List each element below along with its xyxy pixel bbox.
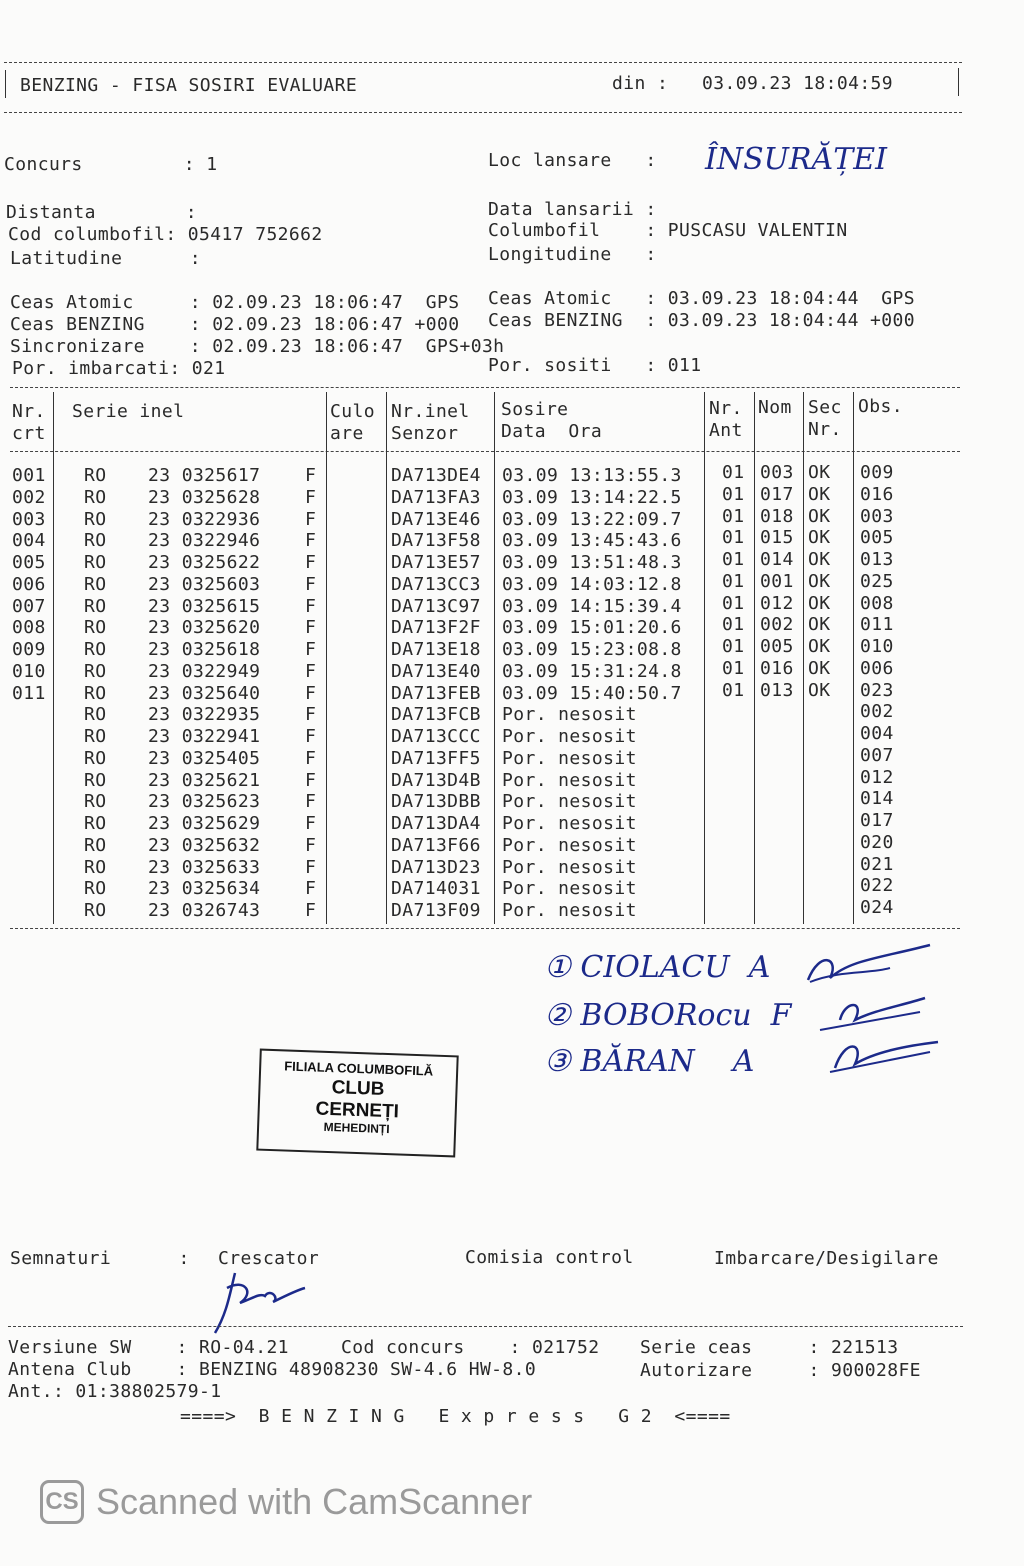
cell-sex: F	[305, 856, 317, 878]
cell-obs: 020	[860, 831, 894, 853]
cell-sosire: Por. nesosit	[502, 791, 637, 813]
cell-serie: 23 0326743	[148, 900, 261, 921]
cell-nr: 001	[12, 465, 46, 486]
camscanner-watermark	[40, 1480, 532, 1524]
cell-tara: RO	[84, 552, 107, 573]
cell-tara: RO	[84, 573, 107, 595]
header-obs: Obs.	[858, 396, 903, 417]
cell-senzor: DA713F66	[391, 834, 481, 856]
cell-sosire: 03.09 13:22:09.7	[502, 508, 682, 530]
cell-obs: 007	[860, 744, 894, 766]
cell-senzor: DA713CC3	[391, 573, 481, 595]
cell-tara: RO	[84, 791, 107, 813]
cell-nr: 002	[12, 486, 46, 508]
cell-tara: RO	[84, 486, 107, 508]
cell-sosire: Por. nesosit	[502, 704, 637, 726]
cell-nom: 016	[760, 657, 794, 679]
table-top-rule	[10, 387, 960, 388]
club-stamp	[256, 1049, 458, 1158]
cell-senzor: DA713E46	[391, 508, 481, 530]
cell-sex: F	[305, 769, 317, 791]
cell-obs: 005	[860, 527, 894, 549]
cell-sex: F	[305, 900, 317, 921]
cell-nr: 010	[12, 660, 46, 682]
cell-senzor: DA713E57	[391, 552, 481, 573]
cell-senzor: DA713CCC	[391, 726, 481, 747]
semnaturi-label: Semnaturi :	[10, 1248, 190, 1269]
cell-tara: RO	[84, 530, 107, 552]
cell-sosire: 03.09 13:14:22.5	[502, 486, 682, 508]
handwritten-line-1: ① CIOLACU A	[544, 950, 771, 985]
cell-sex: F	[305, 508, 317, 530]
cell-nr: 008	[12, 617, 46, 639]
cell-nr: 007	[12, 595, 46, 617]
cell-tara: RO	[84, 660, 107, 682]
cell-serie: 23 0325629	[148, 813, 261, 834]
versiune-sw-field: Versiune SW : RO-04.21	[8, 1337, 289, 1358]
cell-senzor: DA713D4B	[391, 769, 481, 791]
cell-nr: 009	[12, 639, 46, 660]
footer-rule	[8, 1326, 963, 1327]
header-sosire-top: Sosire	[501, 399, 569, 420]
cell-nom: 012	[760, 592, 794, 614]
cell-tara: RO	[84, 508, 107, 530]
cell-nom: 014	[760, 549, 794, 570]
cell-obs: 010	[860, 636, 894, 657]
cell-sex: F	[305, 617, 317, 639]
ceas-benzing-start: Ceas BENZING : 02.09.23 18:06:47 +000	[10, 314, 460, 335]
cell-senzor: DA713FEB	[391, 682, 481, 704]
cell-nr: 003	[12, 508, 46, 530]
cod-concurs-field: Cod concurs : 021752	[341, 1337, 600, 1358]
cell-serie: 23 0325405	[148, 747, 261, 769]
cell-obs: 003	[860, 505, 894, 527]
cell-serie: 23 0322936	[148, 508, 261, 530]
col-sep-2	[326, 392, 327, 924]
cell-serie: 23 0325622	[148, 552, 261, 573]
data-lansarii-field: Data lansarii :	[488, 199, 657, 220]
cell-senzor: DA713F58	[391, 530, 481, 552]
loc-lansare-label: Loc lansare :	[488, 150, 657, 171]
cell-senzor: DA713FCB	[391, 704, 481, 726]
table-bottom-rule	[10, 928, 960, 929]
cell-sex: F	[305, 486, 317, 508]
cell-sosire: Por. nesosit	[502, 834, 637, 856]
cell-sex: F	[305, 552, 317, 573]
cell-nr: 004	[12, 530, 46, 552]
cell-nr: 005	[12, 552, 46, 573]
cell-sex: F	[305, 595, 317, 617]
cell-obs: 022	[860, 875, 894, 897]
benzing-brand-line: ====> B E N Z I N G E x p r e s s G 2 <====	[180, 1406, 731, 1427]
cell-tara: RO	[84, 856, 107, 878]
cell-ant: 01	[722, 679, 745, 701]
cell-nom: 003	[760, 462, 794, 483]
header-ant-bottom: Ant	[709, 420, 743, 441]
table-header-rule	[10, 451, 960, 452]
cell-sec: OK	[808, 657, 831, 679]
cell-sec: OK	[808, 636, 831, 657]
cell-sex: F	[305, 639, 317, 660]
cell-ant: 01	[722, 614, 745, 636]
cell-senzor: DA713D23	[391, 856, 481, 878]
header-serie: Serie inel	[72, 401, 185, 422]
cell-obs: 016	[860, 483, 894, 505]
cell-nom: 017	[760, 483, 794, 505]
cell-obs: 012	[860, 766, 894, 788]
cell-nom: 013	[760, 679, 794, 701]
header-bottom-rule	[4, 112, 962, 113]
cell-sec: OK	[808, 505, 831, 527]
header-left-border	[5, 70, 6, 98]
header-din-label: din :	[612, 73, 669, 94]
cell-sosire: 03.09 15:31:24.8	[502, 660, 682, 682]
cell-nom: 005	[760, 636, 794, 657]
cell-senzor: DA713FF5	[391, 747, 481, 769]
cell-sosire: Por. nesosit	[502, 813, 637, 834]
cell-senzor: DA713F2F	[391, 617, 481, 639]
distanta-field: Distanta :	[6, 202, 198, 223]
cell-senzor: DA713C97	[391, 595, 481, 617]
cell-sex: F	[305, 726, 317, 747]
stamp-line-2: CLUB	[331, 1077, 385, 1100]
cell-sosire: Por. nesosit	[502, 878, 637, 900]
concurs-field: Concurs : 1	[4, 154, 218, 175]
loc-lansare-value: ÎNSURĂȚEI	[705, 142, 887, 177]
cell-sec: OK	[808, 679, 831, 701]
autorizare-field: Autorizare : 900028FE	[640, 1360, 921, 1381]
cell-sosire: 03.09 14:03:12.8	[502, 573, 682, 595]
cell-sosire: 03.09 13:51:48.3	[502, 552, 682, 573]
header-sosire-bottom: Data Ora	[501, 421, 603, 442]
cell-sex: F	[305, 834, 317, 856]
cell-serie: 23 0325603	[148, 573, 261, 595]
cell-tara: RO	[84, 465, 107, 486]
cell-serie: 23 0325620	[148, 617, 261, 639]
header-inel-top: Nr.inel	[391, 401, 470, 422]
cell-serie: 23 0322949	[148, 660, 261, 682]
ceas-benzing-end: Ceas BENZING : 03.09.23 18:04:44 +000	[488, 310, 916, 331]
sincronizare-field: Sincronizare : 02.09.23 18:06:47 GPS+03h	[10, 336, 505, 357]
cell-tara: RO	[84, 834, 107, 856]
cell-sec: OK	[808, 614, 831, 636]
cell-sex: F	[305, 747, 317, 769]
cell-obs: 014	[860, 788, 894, 810]
cell-nr: 006	[12, 573, 46, 595]
cell-sex: F	[305, 660, 317, 682]
stamp-line-4: MEHEDINȚI	[323, 1119, 390, 1137]
cell-tara: RO	[84, 726, 107, 747]
cell-sosire: 03.09 15:23:08.8	[502, 639, 682, 660]
handwritten-initials-icon	[800, 940, 945, 1090]
header-nr-bottom: crt	[12, 423, 46, 444]
cell-sosire: Por. nesosit	[502, 769, 637, 791]
cell-sex: F	[305, 813, 317, 834]
cell-serie: 23 0325615	[148, 595, 261, 617]
cell-senzor: DA713E40	[391, 660, 481, 682]
handwritten-line-3: ③ BĂRAN A	[544, 1044, 755, 1079]
cell-obs: 009	[860, 462, 894, 483]
header-nom: Nom	[758, 397, 792, 418]
cell-obs: 013	[860, 549, 894, 570]
cell-ant: 01	[722, 483, 745, 505]
header-inel-bottom: Senzor	[391, 423, 459, 444]
cell-sec: OK	[808, 592, 831, 614]
cell-serie: 23 0325618	[148, 639, 261, 660]
cell-senzor: DA713F09	[391, 900, 481, 921]
cell-tara: RO	[84, 682, 107, 704]
cell-sex: F	[305, 530, 317, 552]
col-sep-8	[853, 392, 854, 924]
header-nr-top: Nr.	[12, 401, 46, 422]
header-culo-bottom: are	[330, 423, 364, 444]
cell-obs: 024	[860, 897, 894, 918]
header-sec-bottom: Nr.	[808, 419, 842, 440]
cell-sosire: Por. nesosit	[502, 900, 637, 921]
cell-serie: 23 0325621	[148, 769, 261, 791]
col-sep-4	[494, 392, 495, 924]
cell-serie: 23 0325632	[148, 834, 261, 856]
cell-senzor: DA714031	[391, 878, 481, 900]
latitudine-field: Latitudine :	[10, 248, 202, 269]
cell-serie: 23 0325640	[148, 682, 261, 704]
cell-sosire: Por. nesosit	[502, 726, 637, 747]
cell-sex: F	[305, 791, 317, 813]
cell-tara: RO	[84, 747, 107, 769]
cell-serie: 23 0325628	[148, 486, 261, 508]
stamp-line-1: FILIALA COLUMBOFILĂ	[283, 1058, 434, 1079]
header-sec-top: Sec	[808, 397, 842, 418]
cell-sosire: 03.09 14:15:39.4	[502, 595, 682, 617]
cell-sosire: 03.09 13:13:55.3	[502, 465, 682, 486]
cell-sex: F	[305, 682, 317, 704]
stamp-line-3: CERNEȚI	[315, 1098, 400, 1123]
cell-serie: 23 0325634	[148, 878, 261, 900]
cell-obs: 021	[860, 853, 894, 875]
cell-senzor: DA713DA4	[391, 813, 481, 834]
col-sep-1	[53, 392, 54, 924]
cell-sec: OK	[808, 462, 831, 483]
cell-tara: RO	[84, 704, 107, 726]
cell-sex: F	[305, 465, 317, 486]
cell-sosire: 03.09 13:45:43.6	[502, 530, 682, 552]
header-right-border	[958, 68, 959, 96]
cell-tara: RO	[84, 617, 107, 639]
cell-sec: OK	[808, 549, 831, 570]
col-sep-3	[386, 392, 387, 924]
cell-obs: 002	[860, 701, 894, 723]
antena-club-field: Antena Club : BENZING 48908230 SW-4.6 HW-8.0	[8, 1359, 537, 1380]
por-sositi-field: Por. sositi : 011	[488, 355, 702, 376]
signature-imbarcare-label: Imbarcare/Desigilare	[714, 1248, 939, 1269]
cell-serie: 23 0325623	[148, 791, 261, 813]
cod-columbofil-field: Cod columbofil: 05417 752662	[8, 224, 323, 245]
columbofil-field: Columbofil : PUSCASU VALENTIN	[488, 220, 848, 241]
signature-comisia-label: Comisia control	[465, 1247, 634, 1268]
signature-scribble-icon	[205, 1268, 315, 1338]
cell-nom: 002	[760, 614, 794, 636]
serie-ceas-field: Serie ceas : 221513	[640, 1337, 899, 1358]
cell-sosire: 03.09 15:01:20.6	[502, 617, 682, 639]
cell-senzor: DA713FA3	[391, 486, 481, 508]
por-imbarcati-field: Por. imbarcati: 021	[12, 358, 226, 379]
cell-sex: F	[305, 573, 317, 595]
cell-senzor: DA713DE4	[391, 465, 481, 486]
cell-tara: RO	[84, 639, 107, 660]
cell-obs: 006	[860, 657, 894, 679]
cell-sex: F	[305, 878, 317, 900]
cell-serie: 23 0322946	[148, 530, 261, 552]
header-top-rule	[4, 62, 962, 63]
cell-sosire: Por. nesosit	[502, 856, 637, 878]
cell-sosire: 03.09 15:40:50.7	[502, 682, 682, 704]
cell-obs: 008	[860, 592, 894, 614]
cell-sec: OK	[808, 483, 831, 505]
cell-tara: RO	[84, 595, 107, 617]
ceas-atomic-start: Ceas Atomic : 02.09.23 18:06:47 GPS	[10, 292, 460, 313]
header-datetime: 03.09.23 18:04:59	[702, 73, 894, 94]
cell-ant: 01	[722, 505, 745, 527]
document-title: BENZING - FISA SOSIRI EVALUARE	[20, 75, 358, 96]
cell-obs: 004	[860, 723, 894, 744]
cell-ant: 01	[722, 592, 745, 614]
cell-tara: RO	[84, 900, 107, 921]
cell-serie: 23 0322935	[148, 704, 261, 726]
col-sep-6	[754, 392, 755, 924]
cell-ant: 01	[722, 570, 745, 592]
cell-ant: 01	[722, 527, 745, 549]
cell-nom: 001	[760, 570, 794, 592]
cell-senzor: DA713E18	[391, 639, 481, 660]
cell-obs: 011	[860, 614, 894, 636]
cell-tara: RO	[84, 878, 107, 900]
cell-sec: OK	[808, 570, 831, 592]
camscanner-text: Scanned with CamScanner	[96, 1481, 533, 1522]
cell-ant: 01	[722, 549, 745, 570]
cell-obs: 017	[860, 810, 894, 831]
cell-tara: RO	[84, 813, 107, 834]
cell-obs: 025	[860, 570, 894, 592]
header-culo-top: Culo	[330, 401, 375, 422]
cell-sosire: Por. nesosit	[502, 747, 637, 769]
handwritten-line-2: ② BOBORocu F	[544, 998, 792, 1033]
signature-crescator-label: Crescator	[218, 1248, 320, 1269]
col-sep-5	[704, 392, 705, 924]
cell-nom: 018	[760, 505, 794, 527]
cell-tara: RO	[84, 769, 107, 791]
cell-ant: 01	[722, 636, 745, 657]
cell-obs: 023	[860, 679, 894, 701]
camscanner-logo-icon: CS	[40, 1480, 84, 1524]
cell-sec: OK	[808, 527, 831, 549]
ant-field: Ant.: 01:38802579-1	[8, 1381, 222, 1402]
cell-serie: 23 0325617	[148, 465, 261, 486]
cell-ant: 01	[722, 657, 745, 679]
cell-sex: F	[305, 704, 317, 726]
header-ant-top: Nr.	[709, 398, 743, 419]
cell-serie: 23 0325633	[148, 856, 261, 878]
col-sep-7	[803, 392, 804, 924]
ceas-atomic-end: Ceas Atomic : 03.09.23 18:04:44 GPS	[488, 288, 916, 309]
cell-senzor: DA713DBB	[391, 791, 481, 813]
cell-ant: 01	[722, 462, 745, 483]
cell-serie: 23 0322941	[148, 726, 261, 747]
cell-nr: 011	[12, 682, 46, 704]
longitudine-field: Longitudine :	[488, 244, 657, 265]
cell-nom: 015	[760, 527, 794, 549]
